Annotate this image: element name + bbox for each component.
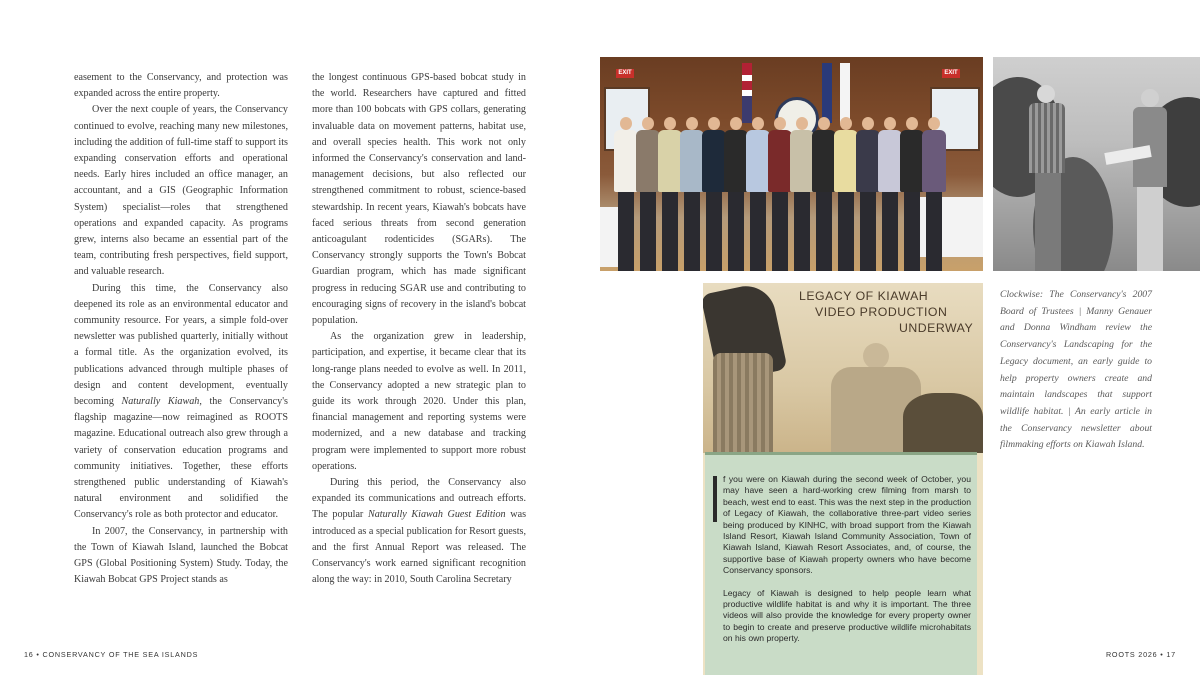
newsletter-paragraph: f you were on Kiawah during the second week of October, you may have seen a hard-working crew filming from marsh to beach, west end to east. This was the next step in the production of Legacy of Kiawah, the collaborative three-part video series being produced by KINHC, with broad support from the Kiawah Island Resort, Kiawah Island Community Association, Town of Kiawah Island, Kiawah Resort Associates, and, of course, the supportive base of Kiawah property owners who have become Conservancy sponsors.	[723, 474, 971, 576]
person-torso	[702, 130, 726, 192]
person-legs	[772, 192, 788, 271]
person-legs	[750, 192, 766, 271]
person-legs	[706, 192, 722, 271]
text-column-right	[312, 70, 526, 589]
person-legs	[684, 192, 700, 271]
table	[600, 207, 618, 267]
person-torso	[746, 130, 770, 192]
person-torso	[812, 130, 836, 192]
newsletter-paragraph: Legacy of Kiawah is designed to help people learn what productive wildlife habitat is and why it is important. The three videos will also provide the knowledge for every property owner to begin to create and preserve productive wildlife microhabitats on his own property.	[723, 587, 971, 644]
person-head	[752, 117, 764, 130]
text-column-left	[74, 70, 288, 589]
paragraph: As the organization grew in leadership, participation, and expertise, it became clear that its long-range plans needed to evolve as well. In 2011, the Conservancy adopted a new strategic plan to guide its work through 2020. Under this plan, financial management and reporting systems were modernized, and a new database and tracking program were implemented to support more robust operations.	[312, 331, 526, 472]
newsletter-article-text	[723, 474, 971, 656]
paragraph	[74, 281, 288, 524]
person-head	[840, 117, 852, 130]
person-torso	[856, 130, 880, 192]
person-head	[774, 117, 786, 130]
paragraph-text: During this time, the Conservancy also deepened its role as an environmental educator and community resource. For years, a simple fold-over newsletter was published quarterly, initially without a formal title. As the organization evolved, its publications advanced through multiple phases of design and content development, eventually becoming	[74, 282, 288, 408]
drop-cap	[713, 476, 717, 522]
paragraph: the longest continuous GPS-based bobcat study in the world. Researchers have captured and fitted more than 100 bobcats with GPS collars, generating invaluable data on movement patterns, habitat use, and overall species health. This work not only informed the Conservancy's conservation and land-management decisions, but also reflected our strengthened commitment to robust, science-based stewardship. In recent years, Kiawah's bobcats have faced serious threats from second generation anticoagulant rodenticides (SGARs). The Conservancy strongly supports the Town's Bobcat Guardian program, which has made significant progress in reducing SGAR use and contributing to encouraging signs of recovery in the island's bobcat population.	[312, 72, 526, 327]
person-torso	[724, 130, 748, 192]
person-head	[1141, 89, 1159, 107]
person-legs	[640, 192, 656, 271]
person-head	[928, 117, 940, 130]
person-head	[906, 117, 918, 130]
newsletter-headline-line2: VIDEO PRODUCTION	[815, 305, 948, 319]
person-torso	[636, 130, 660, 192]
person-head	[863, 343, 889, 369]
person-torso	[658, 130, 682, 192]
table	[910, 197, 983, 257]
person-legs	[816, 192, 832, 271]
newsletter-clipping	[703, 283, 983, 675]
person-torso	[922, 130, 946, 192]
person-legs	[662, 192, 678, 271]
photo-caption: Clockwise: The Conservancy's 2007 Board of Trustees | Manny Genauer and Donna Windham review the Conservancy's Landscaping for the Legacy document, an early guide to help property owners create and maintain landscapes that support wildlife habitat. | An early article in the Conservancy newsletter about filmmaking efforts on Kiawah Island.	[1000, 289, 1152, 451]
newsletter-headline-line3: UNDERWAY	[899, 321, 974, 335]
person-torso	[680, 130, 704, 192]
person-trousers	[1137, 187, 1163, 271]
us-flag	[742, 63, 752, 123]
paragraph	[312, 475, 526, 588]
paragraph-text: , the Conservancy's flagship magazine—now reimagined as ROOTS magazine. Educational outreach also grew through a variety of conservation education programs and community initiatives. Together, these efforts strengthened public understanding of Kiawah's natural environment and solidified the Conservancy's role as both protector and educator.	[74, 396, 288, 521]
paragraph: easement to the Conservancy, and protection was expanded across the entire property.	[74, 72, 288, 100]
person-legs	[838, 192, 854, 271]
person-torso	[900, 130, 924, 192]
person-trousers	[1035, 173, 1061, 271]
person-head	[1037, 85, 1055, 103]
person-head	[642, 117, 654, 130]
publication-title: Naturally Kiawah	[121, 396, 200, 408]
person-head	[620, 117, 632, 130]
camera-operator	[713, 353, 773, 453]
person-legs	[794, 192, 810, 271]
person-legs	[904, 192, 920, 271]
person-head	[818, 117, 830, 130]
newsletter-headline-line1: LEGACY OF KIAWAH	[799, 289, 929, 303]
flag	[840, 63, 850, 123]
folio-left: 16 • CONSERVANCY OF THE SEA ISLANDS	[24, 650, 199, 659]
exit-sign-left: EXIT	[616, 69, 634, 78]
person-torso	[614, 130, 638, 192]
person-head	[862, 117, 874, 130]
person-head	[730, 117, 742, 130]
folio-right: ROOTS 2026 • 17	[1105, 650, 1176, 659]
person-legs	[860, 192, 876, 271]
person-torso	[878, 130, 902, 192]
paragraph-text: During this period, the Conservancy also expanded its communications and outreach efforts. The popular	[312, 477, 526, 521]
paragraph: In 2007, the Conservancy, in partnership with the Town of Kiawah Island, launched the Bobcat GPS (Global Positioning System) Study. Today, the Kiawah Bobcat GPS Project stands as	[74, 525, 288, 586]
publication-title: Naturally Kiawah Guest Edition	[367, 509, 506, 521]
person-head	[796, 117, 808, 130]
person-head	[664, 117, 676, 130]
person-torso	[834, 130, 858, 192]
person-legs	[882, 192, 898, 271]
person-head	[686, 117, 698, 130]
board-of-trustees-photo	[600, 57, 983, 271]
marsh-plants	[903, 393, 983, 453]
person-torso	[768, 130, 792, 192]
document-review-photo	[993, 57, 1200, 271]
person-head	[884, 117, 896, 130]
exit-sign-right: EXIT	[942, 69, 960, 78]
person-torso	[790, 130, 814, 192]
paragraph: Over the next couple of years, the Conservancy continued to evolve, reaching many new milestones, including the addition of full-time staff to support its expanding conservation efforts and operational needs. Early hires included an office manager, an accountant, and a GIS (Geographic Information System) specialist—roles that strengthened operations and expanded capacity. As programs grew, interns also became an essential part of the team, contributing fresh perspectives, field support, and valuable research.	[74, 104, 288, 278]
paragraph-text: was introduced as a special publication for Resort guests, and the first Annual Report was released. The Conservancy's work earned significant recognition along the way: in 2010, South Carolina Secretary	[312, 509, 527, 586]
state-flag	[822, 63, 832, 123]
person-plaid-shirt	[1029, 103, 1065, 173]
person-legs	[618, 192, 634, 271]
person-legs	[926, 192, 942, 271]
person-head	[708, 117, 720, 130]
person-legs	[728, 192, 744, 271]
